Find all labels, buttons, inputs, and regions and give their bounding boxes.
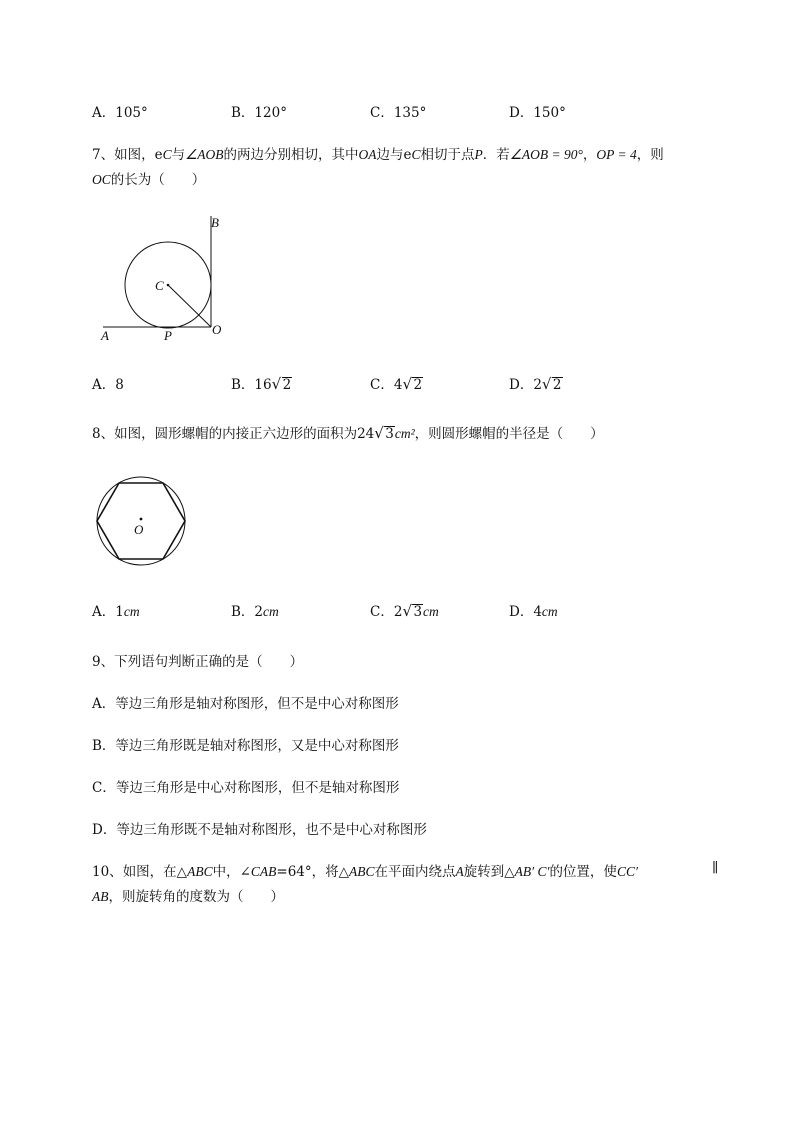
q10-stem-line1: 10、如图，在△ABC中，∠CAB=64°，将△ABC在平面内绕点A旋转到△AB′ C′的位置，使CC′: [92, 864, 638, 880]
q6-option-b: B．120°: [231, 105, 287, 121]
q6-option-d: D．150°: [509, 105, 566, 121]
q7-option-b: B．16√ 2: [231, 373, 292, 393]
q8-option-b: B．2cm: [231, 604, 279, 620]
q7-figure: [98, 214, 238, 344]
q10-parallel-symbol: ∥: [712, 860, 719, 876]
q7-option-d: D．2√ 2: [509, 373, 563, 393]
label-c: C: [155, 278, 164, 293]
q9-option-d: D．等边三角形既不是轴对称图形，也不是中心对称图形: [92, 822, 427, 838]
nut-circle: [97, 477, 185, 565]
q10-stem-line2: AB，则旋转角的度数为（ ）: [92, 889, 284, 905]
q8-option-d: D．4cm: [509, 604, 558, 620]
q9-option-b: B．等边三角形既是轴对称图形，又是中心对称图形: [92, 738, 399, 754]
q7-option-c: C．4√ 2: [370, 373, 423, 393]
q8-stem: 8、如图，圆形螺帽的内接正六边形的面积为24√ 3cm²，则圆形螺帽的半径是（ ）: [92, 422, 604, 442]
q9-option-c: C．等边三角形是中心对称图形，但不是轴对称图形: [92, 780, 400, 796]
label-p: P: [164, 328, 172, 343]
inscribed-hexagon: [97, 483, 185, 559]
q8-figure: [94, 473, 194, 573]
q8-option-c: C．2√ 3cm: [370, 600, 439, 620]
q8-option-a: A．1cm: [92, 604, 140, 620]
center-point-o: [140, 518, 143, 521]
q7-option-a: A．8: [92, 377, 124, 393]
q7-stem-line2: OC的长为（ ）: [92, 172, 206, 188]
q6-option-a: A．105°: [92, 105, 148, 121]
q7-stem-line1: 7、如图，eC与∠AOB的两边分别相切，其中OA边与eC相切于点P．若∠AOB = 90°，OP = 4，则: [92, 147, 664, 163]
q6-option-c: C．135°: [370, 105, 427, 121]
label-a: A: [101, 328, 109, 343]
q9-option-a: A．等边三角形是轴对称图形，但不是中心对称图形: [92, 696, 399, 712]
label-o: O: [212, 322, 222, 337]
segment-co: [168, 285, 211, 327]
center-point-c: [167, 284, 170, 287]
q9-stem: 9、下列语句判断正确的是（ ）: [92, 654, 304, 670]
label-b: B: [211, 215, 219, 230]
label-o: O: [134, 522, 144, 537]
